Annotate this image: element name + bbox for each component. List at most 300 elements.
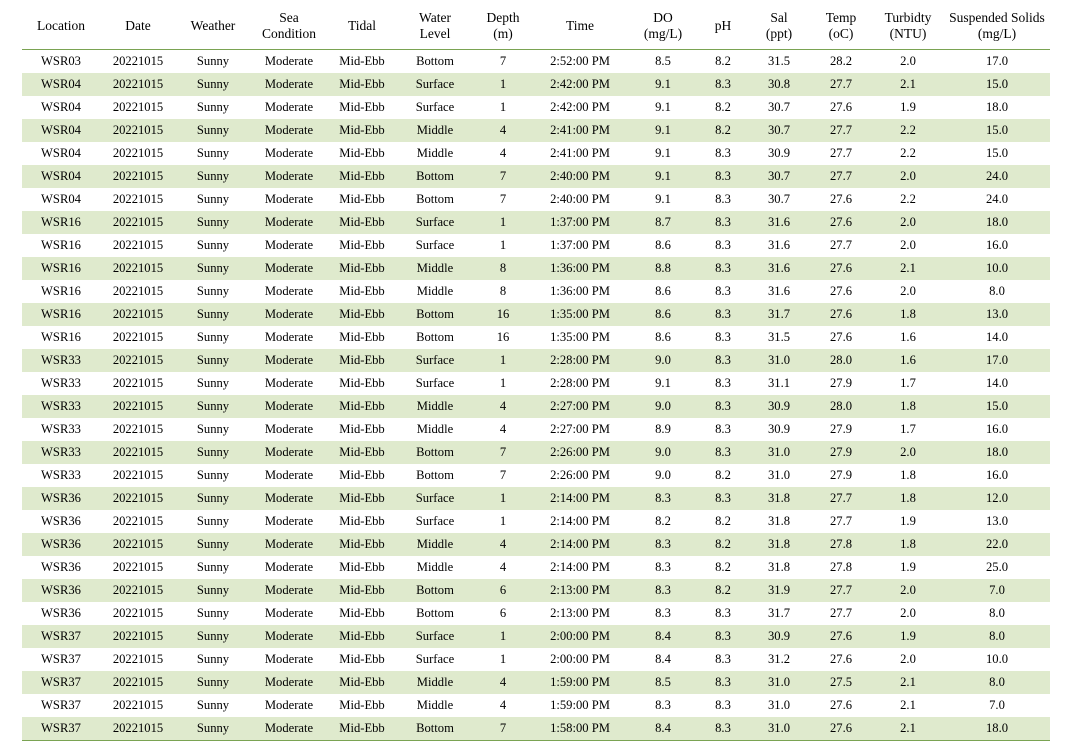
table-row	[22, 119, 1050, 142]
table-cell: 8.3	[698, 625, 748, 648]
table-cell: 2:26:00 PM	[532, 464, 628, 487]
table-cell: WSR33	[22, 395, 100, 418]
table-cell: 2.0	[872, 234, 944, 257]
table-cell: Sunny	[176, 418, 250, 441]
table-row	[22, 648, 1050, 671]
table-cell: 20221015	[100, 303, 176, 326]
table-cell: 4	[474, 119, 532, 142]
table-cell: 9.0	[628, 464, 698, 487]
table-cell: 20221015	[100, 326, 176, 349]
table-cell: 2.0	[872, 602, 944, 625]
table-cell: Bottom	[396, 326, 474, 349]
table-cell: 8.6	[628, 280, 698, 303]
table-cell: 14.0	[944, 372, 1050, 395]
table-cell: 1.8	[872, 464, 944, 487]
table-cell: 31.6	[748, 211, 810, 234]
table-cell: Surface	[396, 487, 474, 510]
table-cell: 20221015	[100, 625, 176, 648]
table-row	[22, 717, 1050, 741]
table-cell: Surface	[396, 211, 474, 234]
table-cell: 9.1	[628, 119, 698, 142]
table-cell: 2.0	[872, 579, 944, 602]
table-cell: Mid-Ebb	[328, 142, 396, 165]
table-cell: 20221015	[100, 556, 176, 579]
table-cell: 6	[474, 579, 532, 602]
table-cell: WSR16	[22, 234, 100, 257]
table-cell: 24.0	[944, 165, 1050, 188]
table-cell: 8.3	[698, 257, 748, 280]
table-cell: 27.9	[810, 464, 872, 487]
table-cell: 2.0	[872, 441, 944, 464]
table-cell: 1.7	[872, 418, 944, 441]
table-cell: Middle	[396, 142, 474, 165]
table-cell: Mid-Ebb	[328, 326, 396, 349]
table-cell: 9.1	[628, 188, 698, 211]
column-header-line2: (NTU)	[889, 25, 927, 41]
column-header-line1: Sal	[770, 10, 788, 25]
table-cell: 20221015	[100, 349, 176, 372]
table-cell: 12.0	[944, 487, 1050, 510]
table-row	[22, 257, 1050, 280]
table-cell: 31.6	[748, 257, 810, 280]
table-cell: Moderate	[250, 671, 328, 694]
table-cell: 20221015	[100, 119, 176, 142]
table-cell: 31.6	[748, 234, 810, 257]
table-cell: Mid-Ebb	[328, 671, 396, 694]
table-cell: Moderate	[250, 602, 328, 625]
table-cell: 1.9	[872, 556, 944, 579]
table-cell: 20221015	[100, 717, 176, 741]
table-cell: 27.7	[810, 487, 872, 510]
table-cell: WSR04	[22, 142, 100, 165]
table-cell: 31.0	[748, 464, 810, 487]
table-cell: Sunny	[176, 510, 250, 533]
table-cell: Surface	[396, 625, 474, 648]
table-cell: WSR36	[22, 487, 100, 510]
table-cell: Mid-Ebb	[328, 73, 396, 96]
table-cell: Mid-Ebb	[328, 395, 396, 418]
table-cell: WSR36	[22, 602, 100, 625]
table-cell: 1:36:00 PM	[532, 257, 628, 280]
table-row	[22, 188, 1050, 211]
table-cell: 8.2	[698, 464, 748, 487]
table-cell: 2:52:00 PM	[532, 50, 628, 74]
table-cell: Mid-Ebb	[328, 510, 396, 533]
table-cell: Middle	[396, 418, 474, 441]
table-cell: Mid-Ebb	[328, 303, 396, 326]
table-cell: 2:41:00 PM	[532, 142, 628, 165]
table-cell: 1:59:00 PM	[532, 694, 628, 717]
table-cell: Sunny	[176, 188, 250, 211]
table-cell: Moderate	[250, 73, 328, 96]
table-cell: Sunny	[176, 694, 250, 717]
table-cell: 8	[474, 280, 532, 303]
table-cell: Moderate	[250, 119, 328, 142]
table-cell: 20221015	[100, 142, 176, 165]
table-cell: Mid-Ebb	[328, 579, 396, 602]
table-cell: 1:35:00 PM	[532, 303, 628, 326]
table-cell: 1.8	[872, 303, 944, 326]
table-cell: 27.9	[810, 372, 872, 395]
table-row	[22, 671, 1050, 694]
table-cell: Sunny	[176, 533, 250, 556]
table-cell: 1	[474, 73, 532, 96]
table-cell: 28.2	[810, 50, 872, 74]
table-cell: 27.7	[810, 234, 872, 257]
table-cell: 7	[474, 188, 532, 211]
table-cell: 2:14:00 PM	[532, 533, 628, 556]
column-header	[100, 6, 176, 50]
table-cell: 1:35:00 PM	[532, 326, 628, 349]
column-header-line2: (oC)	[828, 25, 854, 41]
table-cell: 1:59:00 PM	[532, 671, 628, 694]
column-header-line1: Weather	[190, 17, 236, 33]
table-cell: 8.2	[698, 96, 748, 119]
table-cell: 14.0	[944, 326, 1050, 349]
column-header	[532, 6, 628, 50]
table-cell: 8.3	[698, 395, 748, 418]
table-cell: 31.2	[748, 648, 810, 671]
table-cell: 1.8	[872, 533, 944, 556]
table-cell: 8.3	[628, 602, 698, 625]
table-cell: 2.0	[872, 50, 944, 74]
table-cell: Sunny	[176, 579, 250, 602]
table-cell: WSR33	[22, 441, 100, 464]
table-cell: 27.7	[810, 579, 872, 602]
table-cell: 27.6	[810, 717, 872, 741]
table-cell: 2:13:00 PM	[532, 579, 628, 602]
table-cell: Mid-Ebb	[328, 694, 396, 717]
table-cell: Sunny	[176, 50, 250, 74]
table-cell: 8.2	[698, 579, 748, 602]
table-row	[22, 234, 1050, 257]
table-cell: 17.0	[944, 50, 1050, 74]
table-cell: 8.3	[628, 533, 698, 556]
table-cell: Sunny	[176, 648, 250, 671]
table-cell: Moderate	[250, 418, 328, 441]
table-cell: Mid-Ebb	[328, 418, 396, 441]
table-row	[22, 487, 1050, 510]
table-cell: Bottom	[396, 165, 474, 188]
table-cell: 2.2	[872, 188, 944, 211]
table-cell: 31.8	[748, 533, 810, 556]
table-cell: 7.0	[944, 579, 1050, 602]
table-cell: Sunny	[176, 234, 250, 257]
column-header-line1: Time	[565, 17, 594, 33]
table-cell: 27.6	[810, 96, 872, 119]
table-cell: 1.9	[872, 510, 944, 533]
table-cell: 30.8	[748, 73, 810, 96]
table-cell: 8	[474, 257, 532, 280]
table-row	[22, 50, 1050, 74]
table-cell: 13.0	[944, 510, 1050, 533]
table-cell: Moderate	[250, 395, 328, 418]
table-cell: 16.0	[944, 464, 1050, 487]
table-cell: WSR33	[22, 372, 100, 395]
table-cell: 9.1	[628, 372, 698, 395]
column-header	[328, 6, 396, 50]
table-cell: 20221015	[100, 671, 176, 694]
table-cell: 27.6	[810, 326, 872, 349]
table-cell: 7	[474, 441, 532, 464]
table-cell: 15.0	[944, 73, 1050, 96]
table-cell: WSR36	[22, 556, 100, 579]
table-cell: 27.7	[810, 119, 872, 142]
table-cell: Mid-Ebb	[328, 96, 396, 119]
table-cell: WSR37	[22, 625, 100, 648]
table-cell: 8.6	[628, 326, 698, 349]
table-cell: Sunny	[176, 487, 250, 510]
table-cell: Sunny	[176, 349, 250, 372]
table-cell: WSR16	[22, 257, 100, 280]
table-cell: Bottom	[396, 50, 474, 74]
table-cell: 31.8	[748, 556, 810, 579]
table-cell: 27.6	[810, 694, 872, 717]
table-cell: 9.0	[628, 349, 698, 372]
table-cell: Surface	[396, 96, 474, 119]
table-cell: 2:42:00 PM	[532, 96, 628, 119]
table-cell: Surface	[396, 648, 474, 671]
table-cell: 31.6	[748, 280, 810, 303]
table-cell: Mid-Ebb	[328, 648, 396, 671]
table-cell: 8.2	[698, 119, 748, 142]
table-cell: 8.3	[698, 165, 748, 188]
table-cell: Moderate	[250, 717, 328, 741]
table-cell: 1	[474, 648, 532, 671]
table-cell: 10.0	[944, 648, 1050, 671]
table-cell: WSR33	[22, 418, 100, 441]
table-cell: 8.3	[698, 671, 748, 694]
table-cell: 2:40:00 PM	[532, 188, 628, 211]
table-cell: Mid-Ebb	[328, 717, 396, 741]
table-cell: 8.3	[698, 487, 748, 510]
table-cell: Sunny	[176, 717, 250, 741]
table-cell: Sunny	[176, 303, 250, 326]
table-cell: Mid-Ebb	[328, 211, 396, 234]
table-cell: 2:13:00 PM	[532, 602, 628, 625]
table-cell: 16	[474, 326, 532, 349]
table-cell: 27.6	[810, 211, 872, 234]
table-cell: Mid-Ebb	[328, 280, 396, 303]
table-cell: WSR36	[22, 510, 100, 533]
table-cell: 2:27:00 PM	[532, 395, 628, 418]
column-header-line2: (ppt)	[765, 25, 793, 41]
table-cell: 2:14:00 PM	[532, 487, 628, 510]
table-cell: 8.4	[628, 717, 698, 741]
table-cell: 27.6	[810, 648, 872, 671]
table-cell: 1	[474, 211, 532, 234]
table-cell: WSR16	[22, 211, 100, 234]
table-cell: Bottom	[396, 441, 474, 464]
table-cell: 20221015	[100, 464, 176, 487]
table-cell: 16	[474, 303, 532, 326]
table-cell: 8.2	[698, 510, 748, 533]
table-cell: 1	[474, 96, 532, 119]
column-header-line1: Temp	[825, 10, 857, 25]
table-cell: 27.6	[810, 625, 872, 648]
table-cell: 2:41:00 PM	[532, 119, 628, 142]
table-cell: 9.0	[628, 441, 698, 464]
column-header-line1: Water	[419, 10, 451, 25]
table-cell: Middle	[396, 694, 474, 717]
table-cell: Sunny	[176, 165, 250, 188]
table-cell: 15.0	[944, 395, 1050, 418]
table-cell: 8.3	[698, 602, 748, 625]
table-cell: 1.9	[872, 625, 944, 648]
table-cell: Moderate	[250, 694, 328, 717]
table-row	[22, 73, 1050, 96]
table-cell: 20221015	[100, 50, 176, 74]
table-cell: 20221015	[100, 441, 176, 464]
table-cell: Surface	[396, 510, 474, 533]
table-cell: 20221015	[100, 372, 176, 395]
table-cell: 1:37:00 PM	[532, 211, 628, 234]
column-header-line1: Suspended Solids	[949, 10, 1045, 25]
column-header	[396, 6, 474, 50]
table-cell: Bottom	[396, 188, 474, 211]
table-cell: 30.7	[748, 188, 810, 211]
table-cell: 2:40:00 PM	[532, 165, 628, 188]
table-cell: Sunny	[176, 464, 250, 487]
table-cell: 8.3	[698, 188, 748, 211]
table-cell: 2:00:00 PM	[532, 648, 628, 671]
table-cell: 4	[474, 418, 532, 441]
table-cell: 4	[474, 395, 532, 418]
column-header	[474, 6, 532, 50]
table-cell: 8.3	[698, 441, 748, 464]
table-cell: 2.2	[872, 119, 944, 142]
table-cell: 8.3	[698, 280, 748, 303]
table-cell: 31.9	[748, 579, 810, 602]
table-cell: 18.0	[944, 441, 1050, 464]
table-cell: 1:36:00 PM	[532, 280, 628, 303]
table-row	[22, 625, 1050, 648]
column-header-line1: pH	[714, 17, 732, 33]
table-cell: 4	[474, 671, 532, 694]
table-cell: 27.6	[810, 280, 872, 303]
table-cell: 30.7	[748, 119, 810, 142]
table-cell: 20221015	[100, 96, 176, 119]
table-cell: Sunny	[176, 625, 250, 648]
table-cell: Middle	[396, 280, 474, 303]
table-cell: 20221015	[100, 579, 176, 602]
table-cell: Mid-Ebb	[328, 234, 396, 257]
table-cell: WSR04	[22, 73, 100, 96]
table-cell: 20221015	[100, 280, 176, 303]
table-cell: Sunny	[176, 372, 250, 395]
table-cell: 31.8	[748, 487, 810, 510]
table-cell: 8.3	[698, 142, 748, 165]
table-cell: 8.3	[698, 648, 748, 671]
table-cell: 7	[474, 717, 532, 741]
table-cell: Moderate	[250, 50, 328, 74]
table-cell: 30.7	[748, 165, 810, 188]
table-cell: Bottom	[396, 717, 474, 741]
water-quality-table	[22, 6, 1050, 741]
table-cell: 1.9	[872, 96, 944, 119]
column-header	[250, 6, 328, 50]
table-cell: Moderate	[250, 625, 328, 648]
column-header-line2: Level	[419, 25, 451, 41]
table-cell: 20221015	[100, 510, 176, 533]
table-cell: Moderate	[250, 234, 328, 257]
column-header	[176, 6, 250, 50]
table-cell: 2.1	[872, 694, 944, 717]
table-cell: 30.9	[748, 625, 810, 648]
table-cell: 8.3	[698, 372, 748, 395]
table-cell: 28.0	[810, 395, 872, 418]
table-cell: 27.7	[810, 510, 872, 533]
table-cell: 8.0	[944, 280, 1050, 303]
table-cell: 2.0	[872, 165, 944, 188]
table-cell: Sunny	[176, 211, 250, 234]
table-cell: Sunny	[176, 257, 250, 280]
table-cell: WSR36	[22, 579, 100, 602]
table-cell: WSR04	[22, 96, 100, 119]
table-cell: Moderate	[250, 464, 328, 487]
table-cell: 8.3	[628, 579, 698, 602]
table-cell: 27.5	[810, 671, 872, 694]
table-cell: Moderate	[250, 303, 328, 326]
table-cell: Sunny	[176, 602, 250, 625]
table-cell: 31.8	[748, 510, 810, 533]
table-cell: 1.8	[872, 395, 944, 418]
column-header	[698, 6, 748, 50]
table-cell: 22.0	[944, 533, 1050, 556]
table-cell: Moderate	[250, 326, 328, 349]
table-cell: 9.1	[628, 96, 698, 119]
column-header	[748, 6, 810, 50]
table-row	[22, 510, 1050, 533]
table-cell: 15.0	[944, 142, 1050, 165]
table-cell: Moderate	[250, 349, 328, 372]
table-cell: Mid-Ebb	[328, 464, 396, 487]
table-cell: 8.7	[628, 211, 698, 234]
table-cell: 25.0	[944, 556, 1050, 579]
table-cell: 2.2	[872, 142, 944, 165]
table-cell: 8.2	[698, 533, 748, 556]
table-cell: Moderate	[250, 648, 328, 671]
table-cell: WSR37	[22, 648, 100, 671]
table-cell: WSR37	[22, 717, 100, 741]
column-header-line1: Location	[37, 17, 85, 33]
table-cell: Surface	[396, 372, 474, 395]
table-cell: 1.6	[872, 349, 944, 372]
table-cell: 1:58:00 PM	[532, 717, 628, 741]
column-header-line1: Tidal	[347, 17, 376, 33]
table-cell: Middle	[396, 533, 474, 556]
table-cell: Moderate	[250, 441, 328, 464]
table-cell: 27.8	[810, 533, 872, 556]
table-cell: Sunny	[176, 326, 250, 349]
table-cell: 2.1	[872, 671, 944, 694]
table-row	[22, 694, 1050, 717]
table-cell: WSR16	[22, 303, 100, 326]
table-cell: Middle	[396, 119, 474, 142]
table-cell: 31.0	[748, 717, 810, 741]
table-cell: 8.0	[944, 671, 1050, 694]
table-cell: WSR04	[22, 188, 100, 211]
table-cell: 8.9	[628, 418, 698, 441]
table-cell: Sunny	[176, 556, 250, 579]
table-cell: 20221015	[100, 533, 176, 556]
table-cell: Sunny	[176, 280, 250, 303]
table-cell: 20221015	[100, 602, 176, 625]
table-cell: 31.7	[748, 303, 810, 326]
table-cell: Bottom	[396, 303, 474, 326]
table-cell: 18.0	[944, 717, 1050, 741]
table-cell: 2.1	[872, 73, 944, 96]
